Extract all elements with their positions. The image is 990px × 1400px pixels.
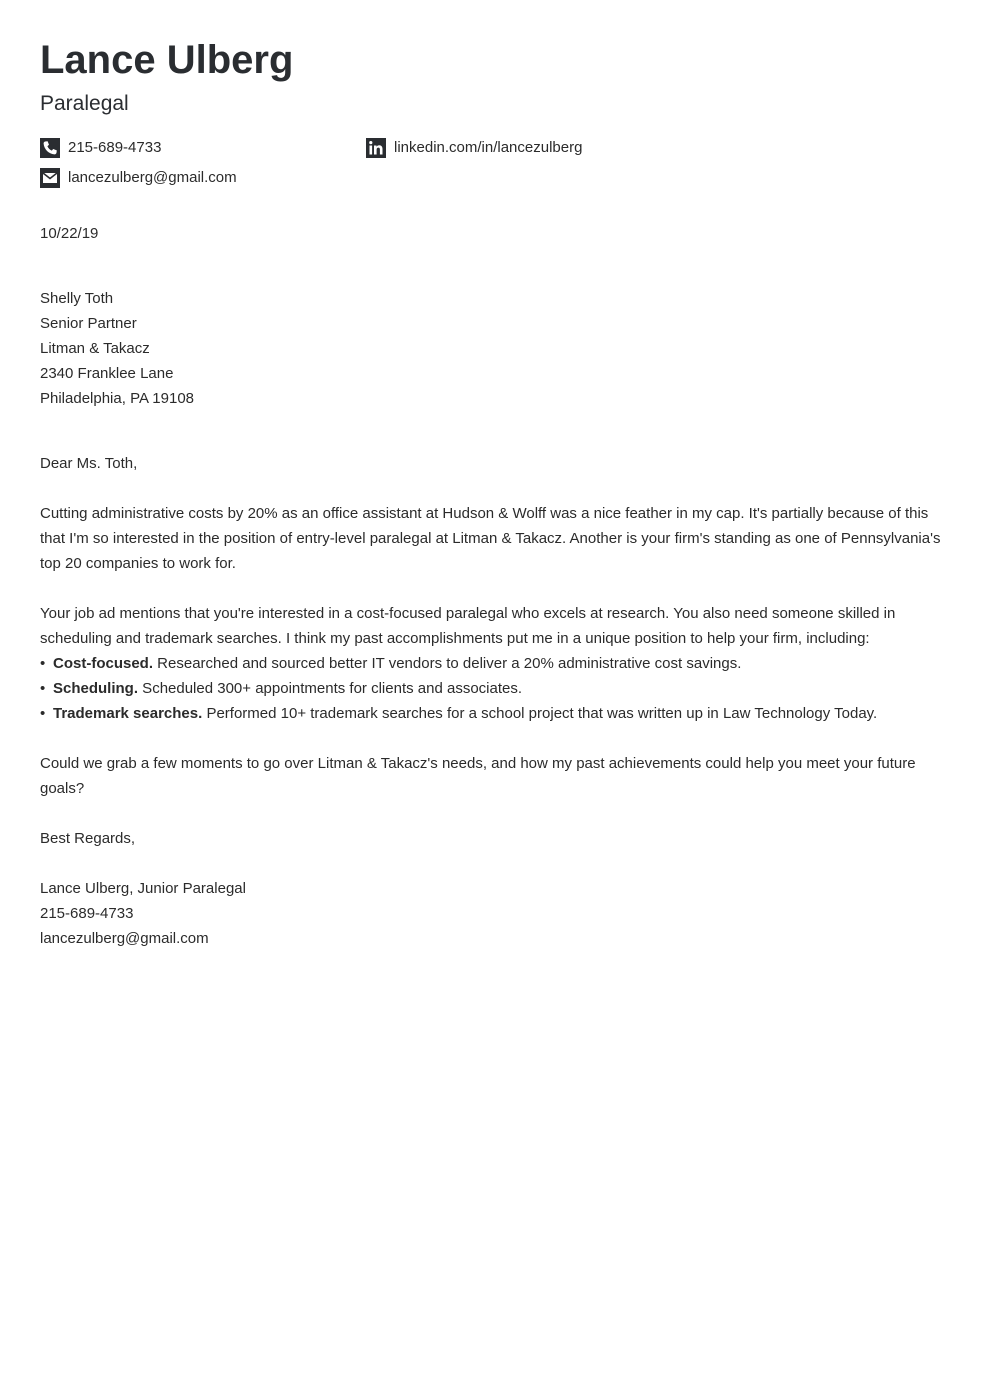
bullet-text: Performed 10+ trademark searches for a school project that was written up in Law Technology Today. — [202, 705, 878, 722]
signature-phone: 215-689-4733 — [40, 905, 134, 922]
accomplishment-list — [40, 651, 950, 726]
recipient-position: Senior Partner — [40, 315, 137, 332]
applicant-name: Lance Ulberg — [40, 38, 294, 82]
body-paragraph-2: Your job ad mentions that you're interested in a cost-focused paralegal who excels at research. You also need someone skilled in scheduling and trademark searches. I think my past accomplishments put me in a unique position to help your firm, including: — [40, 605, 896, 647]
signature-email: lancezulberg@gmail.com — [40, 930, 209, 947]
body-paragraph-1: Cutting administrative costs by 20% as an office assistant at Hudson & Wolff was a nice feather in my cap. It's partially because of this that I'm so interested in the position of entry-level paralegal at Litman & Takacz. Another is your firm's standing as one of Pennsylvania's top 20 companies to work for. — [40, 505, 941, 572]
recipient-city: Philadelphia, PA 19108 — [40, 390, 195, 407]
phone-icon — [40, 138, 60, 158]
recipient-street: 2340 Franklee Lane — [40, 365, 174, 382]
envelope-icon — [40, 168, 60, 188]
bullet-heading: Scheduling. — [53, 680, 139, 697]
linkedin-text: linkedin.com/in/lancezulberg — [394, 139, 583, 156]
list-item: • Cost-focused. Researched and sourced better IT vendors to deliver a 20% administrative cost savings. — [40, 655, 742, 672]
contact-phone — [40, 138, 161, 158]
list-item: • Scheduling. Scheduled 300+ appointments for clients and associates. — [40, 680, 523, 697]
recipient-block — [40, 286, 194, 411]
phone-text: 215-689-4733 — [68, 139, 162, 156]
bullet-text: Researched and sourced better IT vendors to deliver a 20% administrative cost savings. — [153, 655, 742, 672]
recipient-name: Shelly Toth — [40, 290, 114, 307]
linkedin-icon — [366, 138, 386, 158]
recipient-company: Litman & Takacz — [40, 340, 150, 357]
contact-email — [40, 168, 237, 188]
signature-name: Lance Ulberg, Junior Paralegal — [40, 880, 246, 897]
applicant-title: Paralegal — [40, 92, 129, 115]
signature-block — [40, 876, 246, 951]
bullet-heading: Cost-focused. — [53, 655, 154, 672]
bullet-text: Scheduled 300+ appointments for clients and associates. — [138, 680, 523, 697]
bullet-heading: Trademark searches. — [53, 705, 203, 722]
contact-linkedin — [366, 138, 582, 158]
closing: Best Regards, — [40, 830, 136, 847]
letter-date: 10/22/19 — [40, 225, 99, 242]
body-paragraph-3: Could we grab a few moments to go over Litman & Takacz's needs, and how my past achievements could help you meet your future goals? — [40, 755, 916, 797]
greeting: Dear Ms. Toth, — [40, 455, 138, 472]
list-item: • Trademark searches. Performed 10+ trademark searches for a school project that was written up in Law Technology Today. — [40, 705, 878, 722]
email-text: lancezulberg@gmail.com — [68, 169, 237, 186]
